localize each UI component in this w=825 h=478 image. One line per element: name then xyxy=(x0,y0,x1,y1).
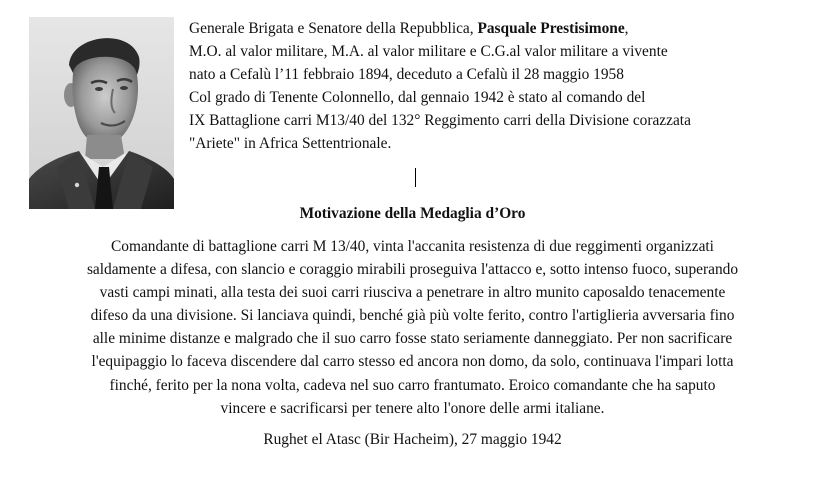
bio-line-1: Generale Brigata e Senatore della Repubblica, Pasquale Prestisimone, xyxy=(189,20,629,37)
bio-line-5: IX Battaglione carri M13/40 del 132° Reggimento carri della Divisione corazzata xyxy=(189,112,691,129)
portrait-photo-icon xyxy=(29,17,174,209)
motivation-line: finché, ferito per la nona volta, cadeva nel suo carro frantumato. Eroico comandante che ha saputo xyxy=(109,376,716,394)
motivation-line: vasti campi minati, alla testa dei suoi carri riusciva a penetrare in altro munito caposaldo tenacemente xyxy=(99,284,726,302)
motivation-line: difeso da una divisione. Si lanciava quindi, benché già più volte ferito, contro l'artiglieria avversaria fino xyxy=(90,307,735,325)
text-cursor xyxy=(415,168,416,187)
motivation-line: saldamente a difesa, con slancio e coraggio mirabili proseguiva l'attacco e, sotto intenso fuoco, superando xyxy=(86,261,739,279)
bio-line-3: nato a Cefalù l’11 febbraio 1894, deceduto a Cefalù il 28 maggio 1958 xyxy=(189,66,624,83)
motivation-line: Comandante di battaglione carri M 13/40, vinta l'accanita resistenza di due reggimenti organizzati xyxy=(111,238,714,255)
motivation-title: Motivazione della Medaglia d’Oro xyxy=(299,205,526,222)
motivation-line: vincere e sacrificarsi per tenere alto l'onore delle armi italiane. xyxy=(220,399,605,417)
bio-line-6: "Ariete" in Africa Settentrionale. xyxy=(189,135,392,152)
motivation-line: alle minime distanze e malgrado che il suo carro fosse stato seriamente danneggiato. Per non sacrificare xyxy=(92,330,733,348)
biography-text xyxy=(189,17,809,155)
portrait-photo xyxy=(29,17,174,209)
motivation-text xyxy=(20,235,805,420)
motivation-line: l'equipaggio lo faceva discendere dal carro stesso ed ancora non domo, da solo, continuava l'impari lotta xyxy=(91,353,734,371)
place-date: Rughet el Atasc (Bir Hacheim), 27 maggio 1942 xyxy=(263,431,562,448)
bio-line-2: M.O. al valor militare, M.A. al valor militare e C.G.al valor militare a vivente xyxy=(189,43,668,60)
subject-name: Pasquale Prestisimone xyxy=(477,20,625,37)
bio-line-4: Col grado di Tenente Colonnello, dal gennaio 1942 è stato al comando del xyxy=(189,89,646,106)
